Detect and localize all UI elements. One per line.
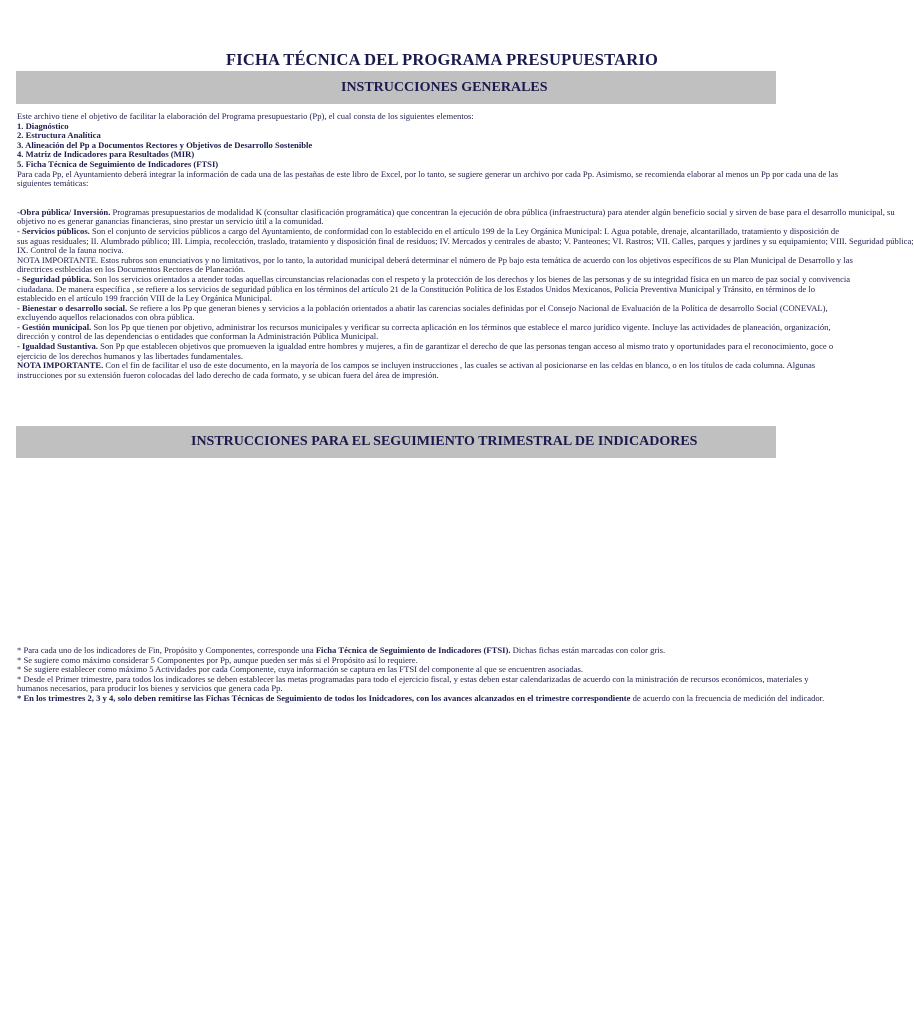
servicios-publicos-text: sus aguas residuales; II. Alumbrado público; III. Limpia, recolección, traslado, tratamiento y disposición final de residuos; IV. Mercados y centrales de abasto; V. Panteones; VI. Rastros; VII. Calles, parques y jardines y su equipamiento; VIII. Seguridad pública;: [17, 235, 914, 246]
document-title: FICHA TÉCNICA DEL PROGRAMA PRESUPUESTARIO: [225, 50, 659, 69]
trimestral-instructions: [17, 645, 825, 704]
nota-importante-text: NOTA IMPORTANTE. Con el fin de facilitar el uso de este documento, en la mayoría de los campos se incluyen instrucciones , las cuales se activan al posicionarse en las celdas en blanco, o en los títulos de cada columna. Algunas: [17, 360, 816, 371]
element-item: 5. Ficha Técnica de Seguimiento de Indicadores (FTSI): [17, 158, 219, 169]
obra-publica-text: objetivo no es generar ganancias financieras, sino prestar un servicio útil a la comunidad.: [17, 216, 324, 227]
section-header-general: [16, 71, 776, 104]
element-item: 1. Diagnóstico: [17, 120, 69, 131]
bienestar-text: - Bienestar o desarrollo social. Se refiere a los Pp que generan bienes y servicios a la población orientados a abatir las carencias sociales definidas por el Consejo Nacional de Evaluación de la Política de desarrollo Social (CONEVAL),: [17, 302, 828, 313]
section-header-trimestral: [16, 426, 776, 458]
element-item: 4. Matriz de Indicadores para Resultados (MIR): [17, 149, 195, 160]
igualdad-sustantiva-text: ejercicio de los derechos humanos y las libertades fundamentales.: [17, 350, 243, 361]
bullet-item: humanos necesarios, para producir los bienes y servicios que genera cada Pp.: [17, 683, 283, 694]
bienestar-text: excluyendo aquellos relacionados con obra pública.: [17, 312, 195, 323]
servicios-publicos-text: - Servicios públicos. Son el conjunto de servicios públicos a cargo del Ayuntamiento, de conformidad con lo establecido en el artículo 199 de la Ley Orgánica Municipal: I. Agua potable, drenaje, alcantarillado, tratamiento y disposición de: [17, 225, 840, 236]
bullet-item: * Para cada uno de los indicadores de Fin, Propósito y Componentes, corresponde una Ficha Técnica de Seguimiento de Indicadores (FTSI). Dichas fichas están marcadas con color gris.: [17, 645, 666, 655]
gestion-municipal-text: - Gestión municipal. Son los Pp que tienen por objetivo, administrar los recursos municipales y verificar su correcta aplicación en los términos que establece el marco jurídico vigente. Incluye las actividades de planeación, organización,: [17, 321, 831, 332]
seguridad-publica-text: ciudadana. De manera específica , se refiere a los servicios de seguridad pública en los términos del artículo 21 de la Constitución Política de los Estados Unidos Mexicanos, Policía Preventiva Municipal y Tránsito, en términos de lo: [17, 283, 816, 294]
nota-importante-text: instrucciones por su extensión fueron colocadas del lado derecho de cada formato, y se ubican fuera del área de impresión.: [17, 369, 439, 380]
element-item: 2. Estructura Analítica: [17, 130, 101, 141]
section-title-general: INSTRUCCIONES GENERALES: [341, 80, 548, 95]
gestion-municipal-text: dirección y control de las dependencias o entidades que conforman la Administración Pública Municipal.: [17, 331, 379, 342]
nota-importante-text: directrices estblecidas en los Documentos Rectores de Planeación.: [17, 264, 246, 275]
general-instructions: [17, 111, 914, 380]
para-text: siguientes temáticas:: [17, 178, 89, 189]
igualdad-sustantiva-text: - Igualdad Sustantiva. Son Pp que establecen objetivos que promueven la igualdad entre hombres y mujeres, a fin de garantizar el derecho de que las personas tengan acceso al mismo trato y oportunidades para el reconocimiento, goce o: [17, 341, 834, 352]
bullet-item: * En los trimestres 2, 3 y 4, solo deben remitirse las Fichas Técnicas de Seguimiento de todos los Inidcadores, con los avances alcanzados en el trimestre correspondiente de acuerdo con la frecuencia de medición del indicador.: [17, 692, 825, 703]
para-text: Para cada Pp, el Ayuntamiento deberá integrar la información de cada una de las pestañas de este libro de Excel, por lo tanto, se sugiere generar un archivo por cada Pp. Asimismo, se recomienda elaborar al menos un Pp por cada una de las: [17, 168, 839, 179]
servicios-publicos-text: IX. Control de la fauna nociva.: [17, 245, 124, 256]
section-title-trimestral: INSTRUCCIONES PARA EL SEGUIMIENTO TRIMESTRAL DE INDICADORES: [191, 434, 698, 449]
bullet-item: * Se sugiere como máximo considerar 5 Componentes por Pp, aunque pueden ser más si el Propósito así lo requiere.: [17, 654, 418, 665]
bullet-item: * Se sugiere establecer como máximo 5 Actividades por cada Componente, cuya información se captura en las FTSI del componente al que se encuentren asociadas.: [17, 664, 584, 675]
seguridad-publica-text: establecido en el artículo 199 fracción VIII de la Ley Orgánica Municipal.: [17, 293, 273, 304]
bullet-item: * Desde el Primer trimestre, para todos los indicadores se deben establecer las metas programadas para todo el ejercicio fiscal, y estas deben estar calendarizadas de acuerdo con la ministración de recursos económicos, materiales y: [17, 673, 809, 684]
nota-importante-text: NOTA IMPORTANTE. Estos rubros son enunciativos y no limitativos, por lo tanto, la autoridad municipal deberá determinar el número de Pp bajo esta temática de acuerdo con los objetivos específicos de su Plan Municipal de Desarrollo y las: [17, 254, 853, 265]
intro-text: Este archivo tiene el objetivo de facilitar la elaboración del Programa presupuestario (Pp), el cual consta de los siguientes elementos:: [17, 111, 474, 121]
seguridad-publica-text: - Seguridad pública. Son los servicios orientados a atender todas aquellas circunstancias relacionadas con el respeto y la protección de los derechos y los bienes de las personas y de su integridad física en un marco de paz social y convivencia: [17, 273, 851, 284]
obra-publica-text: -Obra pública/ Inversión. Programas presupuestarios de modalidad K (consultar clasificación programática) que concentran la ejecución de obra pública (infraestructura) para atender algún beneficio social y sirven de base para el desarrollo municipal, su: [17, 206, 895, 217]
element-item: 3. Alineación del Pp a Documentos Rectores y Objetivos de Desarrollo Sostenible: [17, 139, 313, 150]
